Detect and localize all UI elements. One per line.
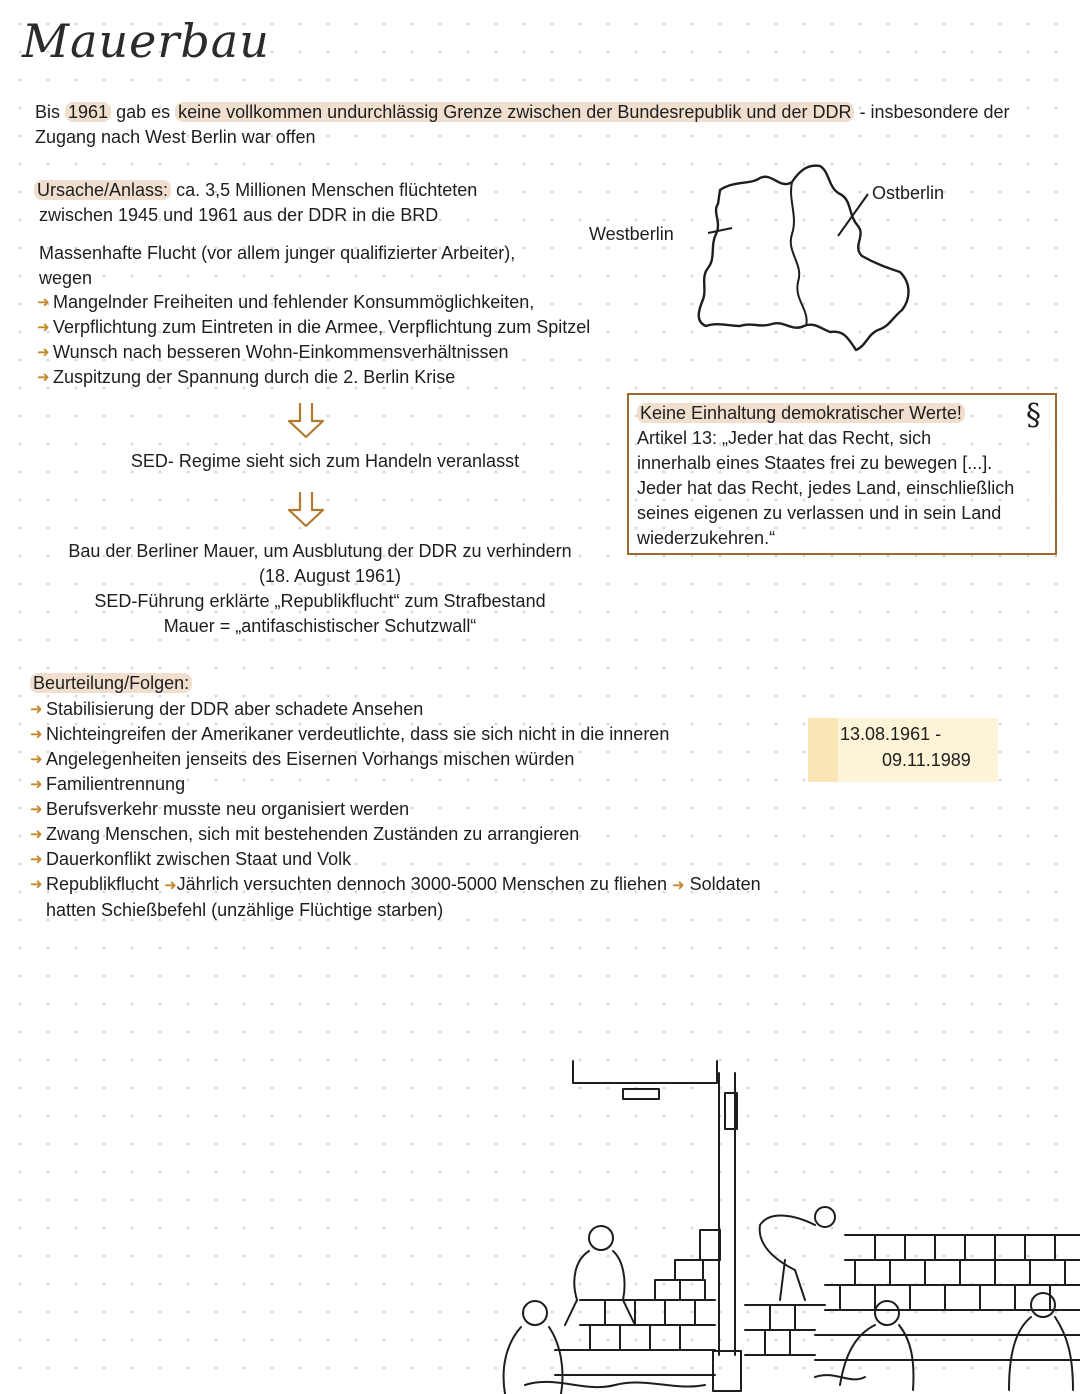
date-end: 09.11.1989: [882, 750, 971, 770]
arrow-icon: ➜: [30, 851, 43, 868]
list-item: ➜ Familientrennung: [30, 772, 850, 797]
intro-post: - insbesondere der Zugang nach West Berlin war offen: [35, 102, 1010, 147]
arrow-icon: ➜: [30, 826, 43, 843]
consequences-list: [30, 697, 850, 923]
list-item: ➜ Zwang Menschen, sich mit bestehenden Zuständen zu arrangieren: [30, 822, 850, 847]
arrow-icon: ➜: [37, 319, 50, 336]
arrow-icon: ➜: [30, 801, 43, 818]
flow-step-1: SED- Regime sieht sich zum Handeln veranlasst: [130, 451, 520, 471]
page-title: Mauerbau: [22, 14, 270, 68]
consequences-heading-row: [30, 671, 192, 696]
list-item: ➜ Verpflichtung zum Eintreten in die Armee, Verpflichtung zum Spitzel: [37, 315, 677, 340]
flow-step-2: [40, 539, 600, 639]
date-box-strip: [808, 718, 838, 782]
map-label-east: Ostberlin: [872, 183, 945, 203]
arrow-icon: ➜: [30, 701, 43, 718]
arrow-icon: ➜: [30, 776, 43, 793]
list-item: ➜ Mangelnder Freiheiten und fehlender Konsummöglichkeiten,: [37, 290, 677, 315]
date-range-box: [808, 718, 998, 782]
box-line: innerhalb eines Staates frei zu bewegen [...].: [637, 453, 993, 473]
list-item: ➜ Nichteingreifen der Amerikaner verdeutlichte, dass sie sich nicht in die inneren: [30, 722, 850, 747]
pointer-east: [838, 194, 868, 236]
intro-paragraph: [35, 100, 1045, 150]
map-label-west: Westberlin: [589, 224, 674, 244]
pointer-west: [708, 228, 732, 233]
box-line: seines eigenen zu verlassen und in sein Land: [637, 503, 1002, 523]
arrow-icon: ➜: [30, 751, 43, 768]
down-arrow-icon: [286, 401, 326, 439]
article-13-box: [627, 393, 1057, 555]
flow-step-2-line: Mauer = „antifaschistischer Schutzwall“: [163, 616, 477, 636]
intro-year: 1961: [65, 102, 111, 122]
box-heading-row: [637, 398, 1047, 433]
down-arrow-icon: [286, 490, 326, 528]
intro-pre: Bis: [35, 102, 66, 122]
arrow-icon: ➜: [37, 344, 50, 361]
list-item: ➜ Wunsch nach besseren Wohn-Einkommensverhältnissen: [37, 340, 677, 365]
paragraph-sign-icon: §: [1026, 398, 1041, 433]
list-item: ➜ Stabilisierung der DDR aber schadete Ansehen: [30, 697, 850, 722]
box-line: Jeder hat das Recht, jedes Land, einschließlich: [637, 478, 1015, 498]
flight-line-1: Massenhafte Flucht (vor allem junger qualifizierter Arbeiter),: [39, 243, 516, 263]
list-item: ➜ Dauerkonflikt zwischen Staat und Volk: [30, 847, 850, 872]
flow-step-2-line: SED-Führung erklärte „Republikflucht“ zum Strafbestand: [94, 591, 546, 611]
arrow-icon: ➜: [164, 877, 177, 894]
list-item: ➜ Berufsverkehr musste neu organisiert werden: [30, 797, 850, 822]
arrow-icon: ➜: [37, 369, 50, 386]
box-line: Artikel 13: „Jeder hat das Recht, sich: [637, 428, 932, 448]
list-item: ➜ Republikflucht ➜Jährlich versuchten dennoch 3000-5000 Menschen zu fliehen ➜ Soldaten hatten Schießbefehl (unzählige Flüchtige starben): [30, 874, 761, 920]
cause-line-1: [34, 178, 477, 203]
arrow-icon: ➜: [30, 726, 43, 743]
list-item: ➜ Zuspitzung der Spannung durch die 2. Berlin Krise: [37, 365, 677, 390]
intro-mid: gab es: [111, 102, 176, 122]
list-item: ➜ Angelegenheiten jenseits des Eisernen Vorhangs mischen würden: [30, 747, 850, 772]
flow-step-2-line: Bau der Berliner Mauer, um Ausblutung der DDR zu verhindern: [68, 541, 572, 561]
cause-label: Ursache/Anlass:: [34, 180, 171, 200]
box-heading: Keine Einhaltung demokratischer Werte!: [637, 403, 965, 423]
flow-step-2-line: (18. August 1961): [258, 566, 402, 586]
flight-line-2: wegen: [39, 268, 93, 288]
cause-line-2: zwischen 1945 und 1961 aus der DDR in die BRD: [39, 205, 439, 225]
box-line: wiederzukehren.“: [637, 528, 776, 548]
wall-construction-illustration: [495, 1055, 1080, 1394]
intro-highlight: keine vollkommen undurchlässig Grenze zwischen der Bundesrepublik und der DDR: [175, 102, 854, 122]
arrow-icon: ➜: [37, 294, 50, 311]
district-border: [791, 182, 807, 326]
consequences-heading: Beurteilung/Folgen:: [30, 673, 192, 693]
arrow-icon: ➜: [30, 876, 43, 893]
arrow-icon: ➜: [672, 877, 685, 894]
reasons-list: [37, 290, 677, 390]
date-start: 13.08.1961 -: [840, 724, 942, 744]
cause-text-1: ca. 3,5 Millionen Menschen flüchteten: [171, 180, 478, 200]
